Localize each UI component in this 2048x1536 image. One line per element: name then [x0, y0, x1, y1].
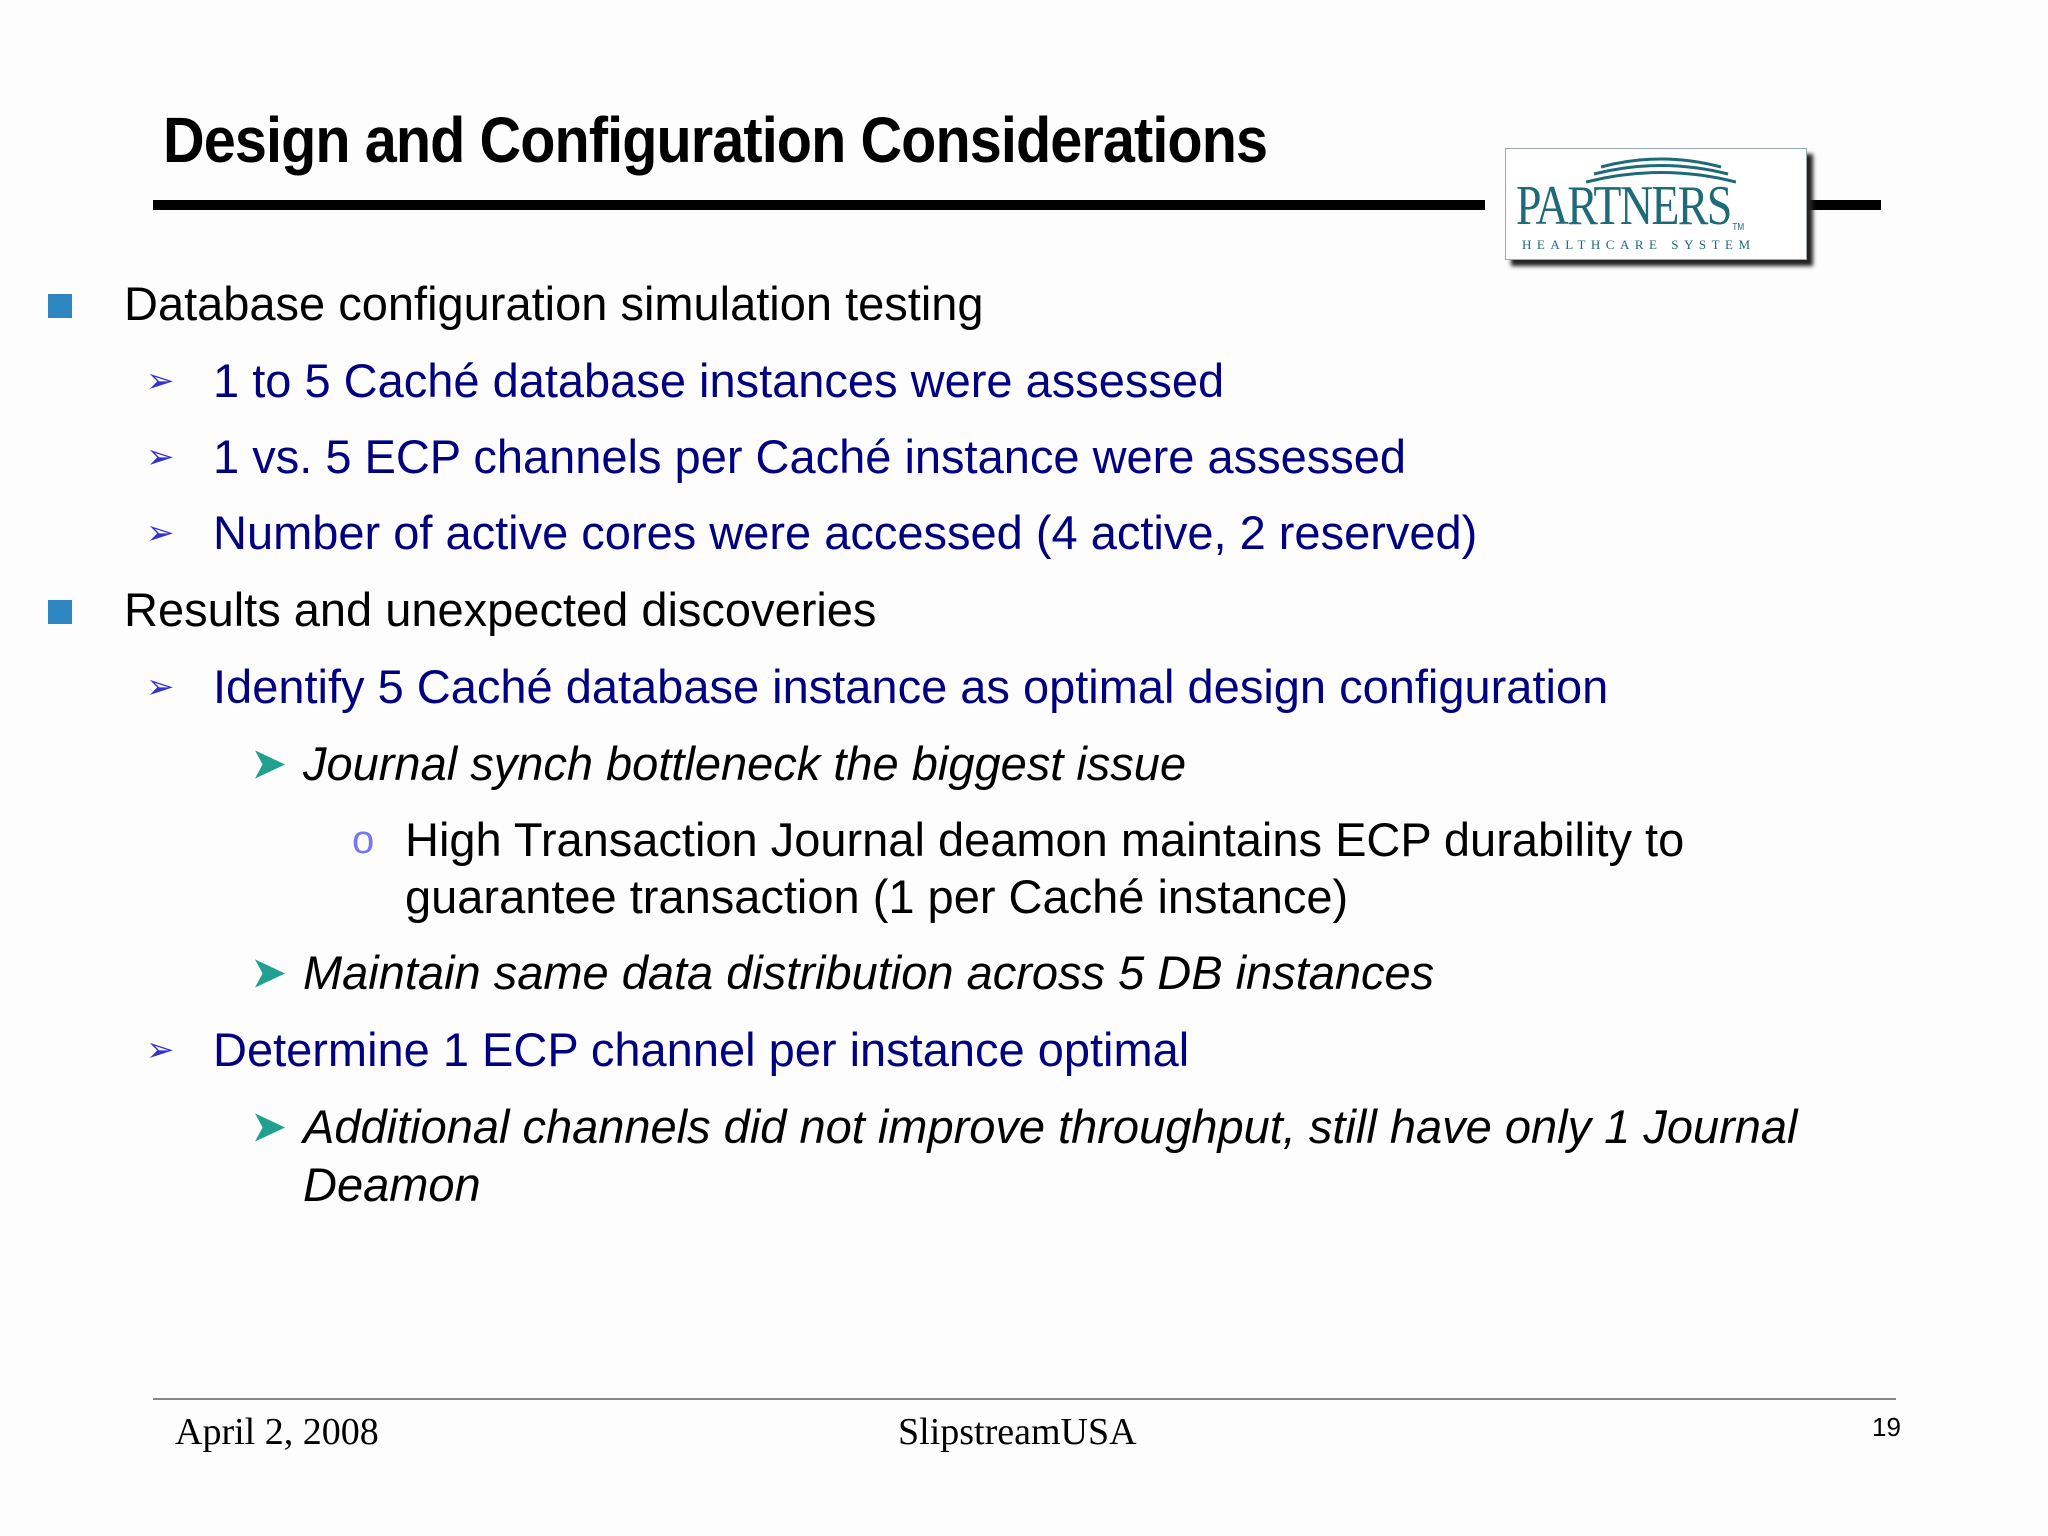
arrow-bullet-icon: ➤: [252, 1105, 286, 1149]
title-underline-right: [1809, 200, 1881, 210]
bullet-text: Determine 1 ECP channel per instance optimal: [213, 1023, 1190, 1076]
bullet-text: Journal synch bottleneck the biggest issue: [303, 737, 1187, 790]
footer-divider: [153, 1398, 1896, 1400]
arrowhead-bullet-icon: ➢: [146, 668, 175, 706]
bullet-text: 1 to 5 Caché database instances were assessed: [213, 354, 1225, 407]
bullet-text: Number of active cores were accessed (4 active, 2 reserved): [213, 506, 1478, 559]
arrowhead-bullet-icon: ➢: [146, 362, 175, 400]
footer-date: April 2, 2008: [175, 1411, 379, 1453]
arrowhead-bullet-icon: ➢: [146, 1031, 175, 1069]
bullet-text: Identify 5 Caché database instance as optimal design configuration: [213, 660, 1609, 713]
arrowhead-bullet-icon: ➢: [146, 438, 175, 476]
bullet-text: Database configuration simulation testing: [124, 277, 984, 330]
slide-title: Design and Configuration Considerations: [163, 104, 1268, 176]
bullet-text: 1 vs. 5 ECP channels per Caché instance were assessed: [213, 430, 1407, 483]
footer-company: SlipstreamUSA: [898, 1411, 1137, 1453]
logo-wordmark: PARTNERS: [1516, 175, 1731, 237]
square-bullet-icon: [48, 294, 72, 318]
bullet-text-continuation: Deamon: [303, 1158, 481, 1211]
logo-tm: TM: [1732, 222, 1745, 233]
arrowhead-bullet-icon: ➢: [146, 514, 175, 552]
bullet-text: Maintain same data distribution across 5 DB instances: [303, 946, 1435, 999]
page-number: 19: [1872, 1412, 1901, 1442]
title-underline: [153, 200, 1485, 210]
bullet-text-continuation: guarantee transaction (1 per Caché instance): [405, 870, 1349, 923]
arrow-bullet-icon: ➤: [252, 951, 286, 995]
bullet-text: Additional channels did not improve throughput, still have only 1 Journal: [303, 1100, 1798, 1153]
logo-subtitle: HEALTHCARE SYSTEM: [1522, 237, 1756, 252]
partners-logo: [1505, 148, 1807, 260]
circle-bullet-icon: o: [352, 818, 375, 862]
logo-wordmark-row: [1516, 175, 1745, 237]
square-bullet-icon: [48, 600, 72, 624]
bullet-text: High Transaction Journal deamon maintains ECP durability to: [405, 813, 1685, 866]
bullet-text: Results and unexpected discoveries: [124, 583, 877, 636]
arrow-bullet-icon: ➤: [252, 742, 286, 786]
